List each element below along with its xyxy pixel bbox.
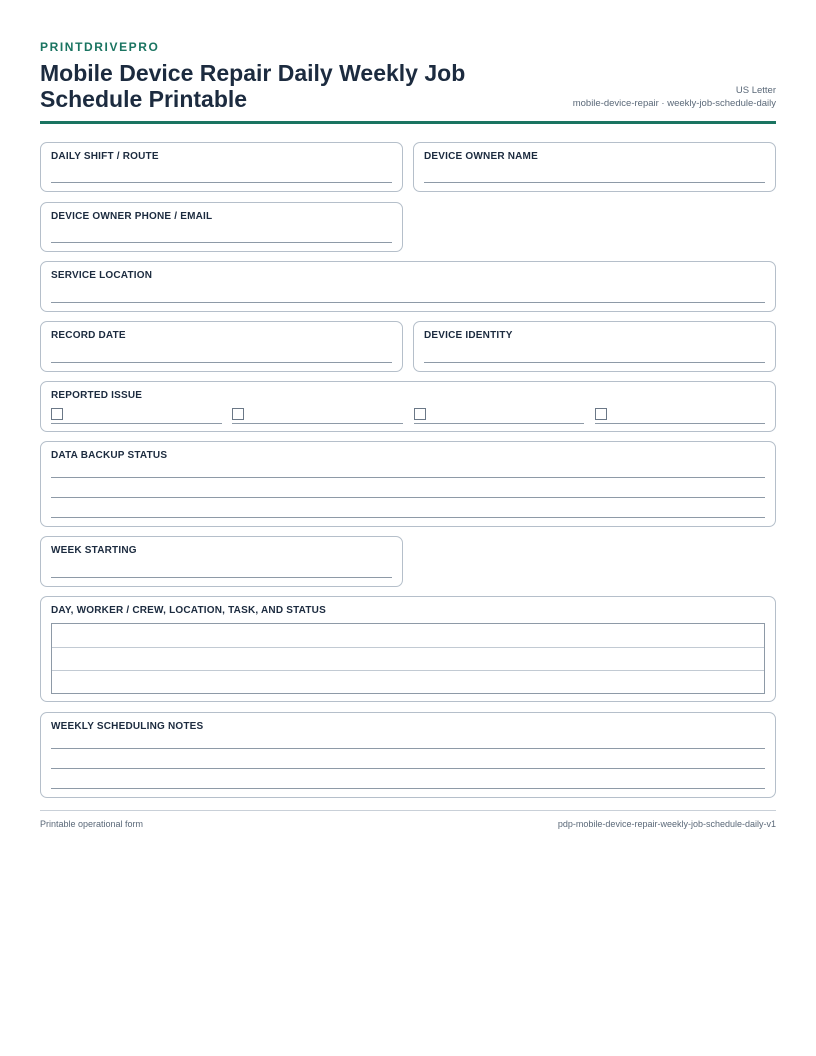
- header-divider: [40, 121, 776, 124]
- footer-document-id: pdp-mobile-device-repair-weekly-job-schedule-daily-v1: [557, 819, 776, 829]
- device-owner-contact-field: [40, 202, 403, 252]
- device-owner-name-input-line[interactable]: [424, 182, 765, 183]
- option-input-line[interactable]: [595, 423, 765, 424]
- service-location-label: SERVICE LOCATION: [51, 270, 153, 281]
- checkbox[interactable]: [51, 408, 63, 420]
- option-input-line[interactable]: [51, 423, 222, 424]
- device-identity-input-line[interactable]: [424, 362, 765, 363]
- page-footer: [40, 810, 776, 829]
- form-page: [40, 40, 776, 732]
- data-backup-status-field: [40, 441, 776, 527]
- data-backup-status-line-2[interactable]: [51, 497, 765, 498]
- data-backup-status-line-3[interactable]: [51, 517, 765, 518]
- option-input-line[interactable]: [232, 423, 403, 424]
- weekly-notes-line-2[interactable]: [51, 768, 765, 769]
- schedule-table[interactable]: [51, 623, 765, 694]
- week-starting-label: WEEK STARTING: [51, 545, 137, 556]
- weekly-notes-label: WEEKLY SCHEDULING NOTES: [51, 721, 204, 732]
- daily-shift-route-field: [40, 142, 403, 192]
- weekly-notes-line-3[interactable]: [51, 788, 765, 789]
- daily-shift-route-input-line[interactable]: [51, 182, 392, 183]
- device-owner-name-field: [413, 142, 776, 192]
- reported-issue-option-3: [414, 408, 584, 424]
- data-backup-status-label: DATA BACKUP STATUS: [51, 450, 168, 461]
- page-title: Mobile Device Repair Daily Weekly Job Schedule Printable: [40, 60, 466, 112]
- record-date-field: [40, 321, 403, 372]
- record-date-label: RECORD DATE: [51, 330, 126, 341]
- daily-shift-route-label: DAILY SHIFT / ROUTE: [51, 151, 159, 162]
- option-input-line[interactable]: [414, 423, 584, 424]
- device-identity-field: [413, 321, 776, 372]
- record-date-input-line[interactable]: [51, 362, 392, 363]
- page-header: [40, 40, 776, 126]
- reported-issue-option-2: [232, 408, 403, 424]
- weekly-notes-field: [40, 712, 776, 798]
- device-owner-name-label: DEVICE OWNER NAME: [424, 151, 538, 162]
- checkbox[interactable]: [232, 408, 244, 420]
- checkbox[interactable]: [414, 408, 426, 420]
- service-location-input-line[interactable]: [51, 302, 765, 303]
- device-identity-label: DEVICE IDENTITY: [424, 330, 513, 341]
- data-backup-status-line-1[interactable]: [51, 477, 765, 478]
- device-owner-contact-label: DEVICE OWNER PHONE / EMAIL: [51, 211, 213, 222]
- schedule-table-field: [40, 596, 776, 702]
- week-starting-field: [40, 536, 403, 587]
- week-starting-input-line[interactable]: [51, 577, 392, 578]
- checkbox[interactable]: [595, 408, 607, 420]
- paper-size: US Letter: [735, 85, 776, 96]
- reported-issue-option-4: [595, 408, 765, 424]
- reported-issue-option-1: [51, 408, 222, 424]
- table-row-divider: [52, 670, 764, 671]
- schedule-table-label: DAY, WORKER / CREW, LOCATION, TASK, AND STATUS: [51, 605, 326, 616]
- service-location-field: [40, 261, 776, 312]
- document-meta: [573, 84, 776, 110]
- reported-issue-label: REPORTED ISSUE: [51, 390, 143, 401]
- weekly-notes-line-1[interactable]: [51, 748, 765, 749]
- device-owner-contact-input-line[interactable]: [51, 242, 392, 243]
- reported-issue-field: [40, 381, 776, 432]
- footer-description: Printable operational form: [40, 819, 144, 829]
- brand-name: PRINTDRIVEPRO: [40, 40, 160, 54]
- document-slug: mobile-device-repair · weekly-job-schedule-daily: [572, 98, 776, 109]
- table-row-divider: [52, 647, 764, 648]
